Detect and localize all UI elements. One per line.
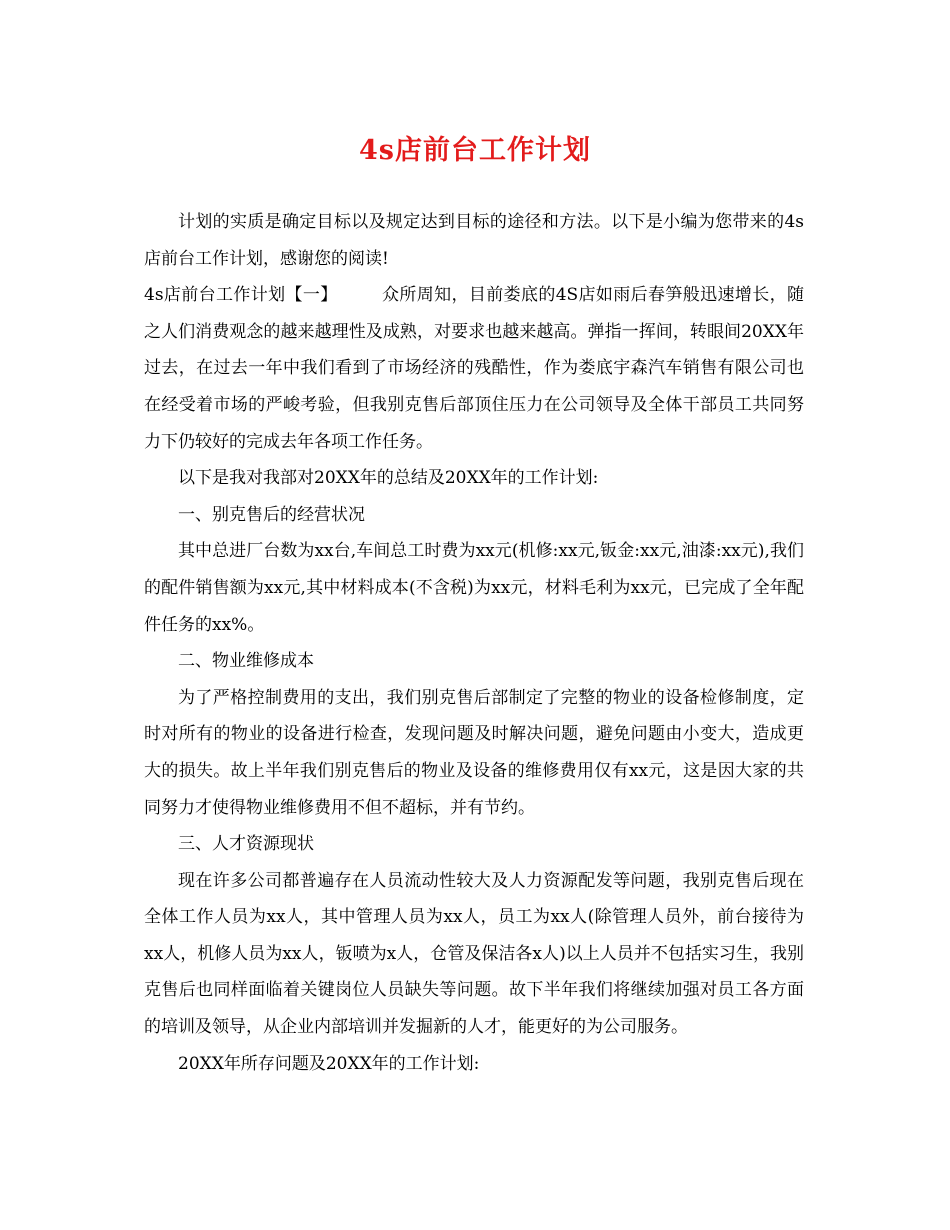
section-paragraph [144,277,804,460]
document-title: 4s店前台工作计划 [359,135,591,166]
heading-talent-status: 三、人才资源现状 [178,834,314,855]
paragraph-business-status: 其中总进厂台数为xx台,车间总工时费为xx元(机修:xx元,钣金:xx元,油漆:xx元),我们的配件销售额为xx元,其中材料成本(不含税)为xx元，材料毛利为xx元，已完成了全年配件任务的xx%。 [144,541,804,635]
paragraph-maintenance-cost: 为了严格控制费用的支出，我们别克售后部制定了完整的物业的设备检修制度，定时对所有的物业的设备进行检查，发现问题及时解决问题，避免问题由小变大，造成更大的损失。故上半年我们别克售后的物业及设备的维修费用仅有xx元，这是因大家的共同努力才使得物业维修费用不但不超标，并有节约。 [144,687,804,818]
intro-paragraph: 计划的实质是确定目标以及规定达到目标的途径和方法。以下是小编为您带来的4s店前台工作计划，感谢您的阅读! [144,212,804,269]
closing-line: 20XX年所存问题及20XX年的工作计划: [178,1053,480,1074]
summary-intro: 以下是我对我部对20XX年的总结及20XX年的工作计划: [178,468,599,489]
heading-business-status: 一、别克售后的经营状况 [178,504,365,525]
section-label: 4s店前台工作计划【一】 [144,285,338,306]
section-opening-text: 众所周知，目前娄底的4S店如雨后春笋般迅速增长，随之人们消费观念的越来越理性及成熟，对要求也越来越高。弹指一挥间，转眼间20XX年过去，在过去一年中我们看到了市场经济的残酷性，作为娄底宇森汽车销售有限公司也在经受着市场的严峻考验，但我别克售后部顶住压力在公司领导及全体干部员工共同努力下仍较好的完成去年各项工作任务。 [144,285,804,452]
paragraph-talent-status: 现在许多公司都普遍存在人员流动性较大及人力资源配发等问题，我别克售后现在全体工作人员为xx人，其中管理人员为xx人，员工为xx人(除管理人员外，前台接待为xx人，机修人员为xx人，钣喷为x人，仓管及保洁各x人)以上人员并不包括实习生，我别克售后也同样面临着关键岗位人员缺失等问题。故下半年我们将继续加强对员工各方面的培训及领导，从企业内部培训并发掘新的人才，能更好的为公司服务。 [144,870,804,1038]
heading-maintenance-cost: 二、物业维修成本 [178,651,314,672]
document-body [144,204,804,1082]
